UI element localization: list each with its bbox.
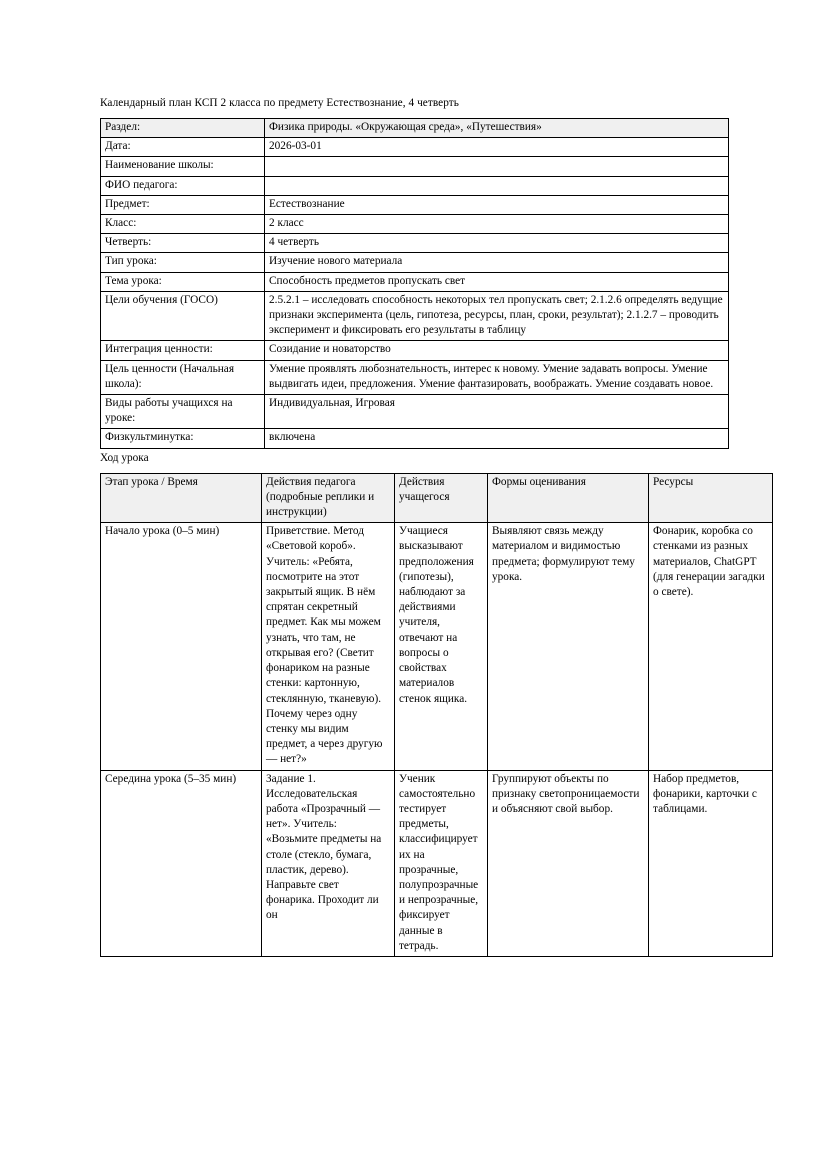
table-row	[101, 215, 729, 234]
lesson-info-body	[101, 119, 729, 449]
table-row	[101, 360, 729, 394]
column-header-stage: Этап урока / Время	[101, 473, 262, 523]
info-label: Предмет:	[101, 195, 265, 214]
info-value: 2 класс	[265, 215, 729, 234]
info-label: ФИО педагога:	[101, 176, 265, 195]
info-label: Четверть:	[101, 234, 265, 253]
lesson-flow-table	[100, 473, 773, 957]
column-header-teacher: Действия педагога (подробные реплики и инструкции)	[262, 473, 395, 523]
table-row	[101, 253, 729, 272]
lesson-flow-caption: Ход урока	[100, 451, 149, 464]
info-value: включена	[265, 429, 729, 448]
info-label: Тип урока:	[101, 253, 265, 272]
cell-teacher-actions: Задание 1. Исследовательская работа «Прозрачный — нет». Учитель: «Возьмите предметы на столе (стекло, бумага, пластик, дерево). Направьте свет фонарика. Проходит ли он	[262, 770, 395, 956]
info-label: Дата:	[101, 138, 265, 157]
table-row	[101, 157, 729, 176]
lesson-flow-body	[101, 523, 773, 957]
cell-assessment: Группируют объекты по признаку светопроницаемости и объясняют свой выбор.	[488, 770, 649, 956]
info-value	[265, 176, 729, 195]
info-value: 2026-03-01	[265, 138, 729, 157]
table-row	[101, 341, 729, 360]
table-row	[101, 272, 729, 291]
table-row	[101, 523, 773, 770]
table-row	[101, 395, 729, 429]
table-row	[101, 291, 729, 341]
table-row	[101, 234, 729, 253]
table-header-row	[101, 473, 773, 523]
table-row	[101, 119, 729, 138]
table-row	[101, 770, 773, 956]
info-value: 4 четверть	[265, 234, 729, 253]
cell-stage: Начало урока (0–5 мин)	[101, 523, 262, 770]
info-label: Интеграция ценности:	[101, 341, 265, 360]
info-value: Созидание и новаторство	[265, 341, 729, 360]
info-label: Цель ценности (Начальная школа):	[101, 360, 265, 394]
table-row	[101, 195, 729, 214]
cell-student-actions: Учащиеся высказывают предположения (гипотезы), наблюдают за действиями учителя, отвечают на вопросы о свойствах материалов стенок ящика.	[395, 523, 488, 770]
info-value: 2.5.2.1 – исследовать способность некоторых тел пропускать свет; 2.1.2.6 определять ведущие признаки эксперимента (цель, гипотеза, ресурсы, план, сроки, результат); 2.1.2.7 – проводить эксперимент и фиксировать его результаты в таблицу	[265, 291, 729, 341]
info-label: Тема урока:	[101, 272, 265, 291]
info-label: Физкультминутка:	[101, 429, 265, 448]
info-value: Умение проявлять любознательность, интерес к новому. Умение задавать вопросы. Умение выдвигать идеи, предложения. Умение фантазировать, воображать. Умение создавать новое.	[265, 360, 729, 394]
info-label: Виды работы учащихся на уроке:	[101, 395, 265, 429]
info-value	[265, 157, 729, 176]
info-value: Физика природы. «Окружающая среда», «Путешествия»	[265, 119, 729, 138]
table-row	[101, 138, 729, 157]
cell-resources: Фонарик, коробка со стенками из разных материалов, ChatGPT (для генерации загадки о свете).	[649, 523, 773, 770]
cell-resources: Набор предметов, фонарики, карточки с таблицами.	[649, 770, 773, 956]
column-header-resources: Ресурсы	[649, 473, 773, 523]
cell-stage: Середина урока (5–35 мин)	[101, 770, 262, 956]
info-label: Цели обучения (ГОСО)	[101, 291, 265, 341]
info-label: Класс:	[101, 215, 265, 234]
table-row	[101, 429, 729, 448]
column-header-student: Действия учащегося	[395, 473, 488, 523]
page-title: Календарный план КСП 2 класса по предмету Естествознание, 4 четверть	[100, 97, 459, 109]
cell-student-actions: Ученик самостоятельно тестирует предметы, классифицирует их на прозрачные, полупрозрачные и непрозрачные, фиксирует данные в тетрадь.	[395, 770, 488, 956]
column-header-assessment: Формы оценивания	[488, 473, 649, 523]
table-row	[101, 176, 729, 195]
cell-teacher-actions: Приветствие. Метод «Световой короб». Учитель: «Ребята, посмотрите на этот закрытый ящик. В нём спрятан секретный предмет. Как мы можем узнать, что там, не открывая его? (Светит фонариком на разные стенки: картонную, стеклянную, тканевую). Почему через одну стенку мы видим предмет, а через другую — нет?»	[262, 523, 395, 770]
lesson-info-table	[100, 118, 729, 449]
cell-assessment: Выявляют связь между материалом и видимостью предмета; формулируют тему урока.	[488, 523, 649, 770]
info-label: Раздел:	[101, 119, 265, 138]
info-value: Способность предметов пропускать свет	[265, 272, 729, 291]
info-value: Индивидуальная, Игровая	[265, 395, 729, 429]
lesson-flow-head	[101, 473, 773, 523]
info-value: Естествознание	[265, 195, 729, 214]
info-label: Наименование школы:	[101, 157, 265, 176]
info-value: Изучение нового материала	[265, 253, 729, 272]
